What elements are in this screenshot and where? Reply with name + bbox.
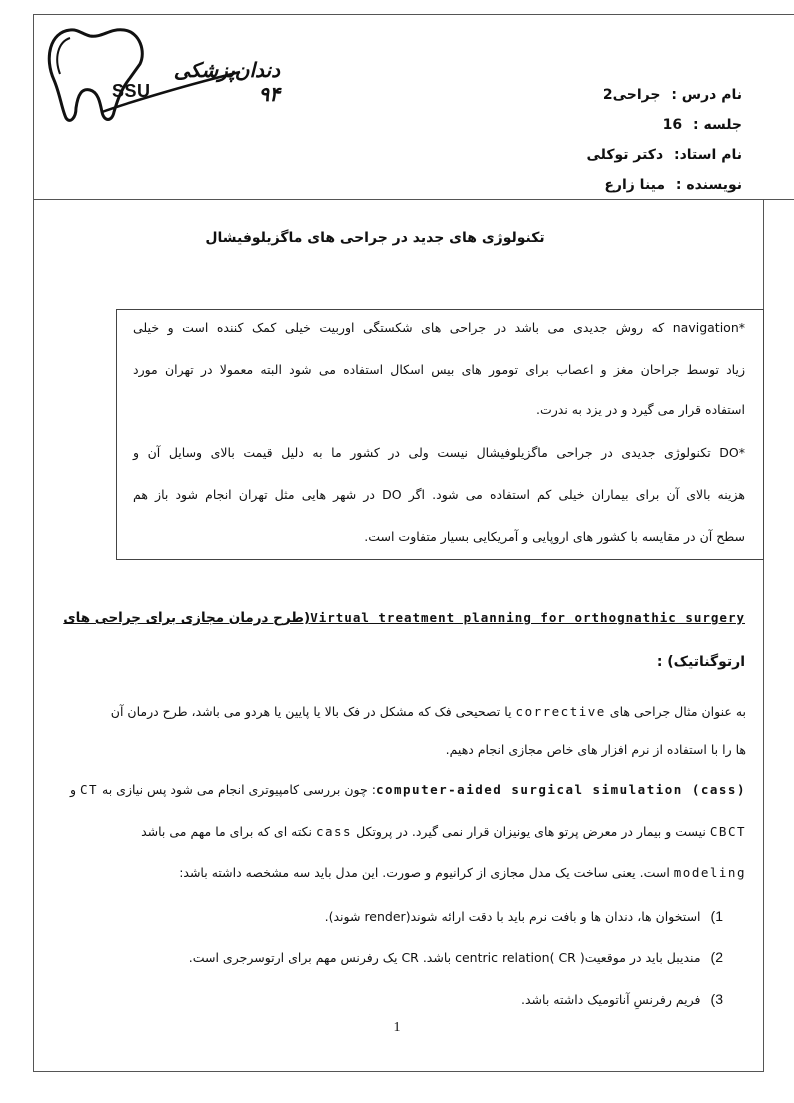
box-line: سطح آن در مقایسه با کشور های اروپایی و آمریکایی بسیار متفاوت است. — [364, 529, 745, 544]
term-corrective: corrective — [515, 704, 606, 719]
body-line-5 — [46, 862, 746, 884]
logo-title: دندان‌پزشکی ۹۴ — [173, 58, 280, 106]
page-frame-bottom — [33, 1071, 763, 1072]
term-modeling: modeling — [673, 865, 746, 880]
list-text: استخوان ها، دندان ها و بافت نرم باید با دقت ارائه شوند(render شوند). — [324, 909, 701, 924]
logo — [40, 18, 280, 128]
body-text: یا تصحیحی فک که مشکل در فک بالا یا پایین یا هردو می باشد، طرح درمان آن — [110, 704, 512, 719]
list-text: فریم رفرنسِ آناتومیک داشته باشد. — [521, 992, 701, 1007]
term-cbct: CBCT — [709, 824, 746, 839]
teacher-row — [442, 140, 742, 170]
body-line-1 — [46, 701, 746, 723]
author-row — [442, 170, 742, 200]
section-heading-continued: ارتوگناتیک) : — [656, 654, 745, 670]
box-line: استفاده قرار می گیرد و در یزد به ندرت. — [535, 402, 745, 417]
term-cass: computer-aided surgical simulation (cass) — [375, 782, 746, 797]
body-text: : چون بررسی کامپیوتری انجام می شود پس نیازی به — [102, 782, 376, 797]
author-value: مینا زارع — [604, 177, 666, 193]
section-heading-fa: (طرح درمان مجازی برای جراحی های — [63, 610, 311, 626]
teacher-label: نام استاد: — [674, 147, 742, 163]
list-item — [325, 905, 723, 927]
body-line-2: ها را با استفاده از نرم افزار های خاص مجازی انجام دهیم. — [445, 742, 746, 757]
session-label: جلسه : — [692, 117, 742, 133]
list-number: 3) — [710, 991, 723, 1007]
body-text: است. یعنی ساخت یک مدل مجازی از کرانیوم و صورت. این مدل باید سه مشخصه داشته باشد: — [179, 865, 670, 880]
list-number: 1) — [710, 908, 723, 924]
term-cass-short: cass — [315, 824, 353, 839]
body-text: به عنوان مثال جراحی های — [609, 704, 746, 719]
section-heading-latin: Virtual treatment planning for orthognathic surgery — [310, 610, 745, 625]
list-item — [521, 988, 723, 1010]
highlight-box — [116, 309, 764, 560]
session-row — [442, 110, 742, 140]
body-text: نیست و بیمار در معرض پرتو های یونیزان قرار نمی گیرد. در پروتکل — [356, 824, 706, 839]
course-value: جراحی2 — [602, 87, 661, 103]
session-value: 16 — [662, 117, 683, 133]
page-frame-left — [33, 14, 34, 1072]
body-line-4 — [46, 821, 746, 843]
term-ct: CT — [79, 782, 99, 797]
list-number: 2) — [710, 949, 723, 965]
course-row — [442, 80, 742, 110]
body-text: نکته ای که برای ما مهم می باشد — [141, 824, 312, 839]
body-line-3 — [46, 779, 746, 801]
list-text: مندیبل باید در موقعیت( CR )centric relation باشد. CR یک رفرنس مهم برای ارتوسرجری است. — [188, 950, 701, 965]
section-heading — [63, 610, 745, 626]
body-text: و — [69, 782, 76, 797]
document-title: تکنولوژی های جدید در جراحی های ماگزیلوفیشال — [205, 230, 545, 246]
box-line: *DO تکنولوژی جدیدی در جراحی ماگزیلوفیشال نیست ولی در کشور ما به دلیل قیمت بالای وسایل آن و — [133, 445, 745, 460]
teacher-value: دکتر توکلی — [586, 147, 664, 163]
logo-abbr: SSU — [112, 81, 151, 101]
list-item — [189, 946, 723, 968]
box-line: *navigation که روش جدیدی می باشد در جراحی های شکستگی اوربیت خیلی کمک کننده است و خیلی — [133, 320, 745, 335]
course-meta — [442, 80, 742, 200]
box-line: زیاد توسط جراحان مغز و اعصاب برای تومور های بیس اسکال استفاده می شود البته معمولا در تهران مورد — [133, 362, 745, 377]
box-line: هزینه بالای آن برای بیماران خیلی کم استفاده می شود. اگر DO در شهر هایی مثل تهران انجام شود باز هم — [133, 487, 745, 502]
course-label: نام درس : — [671, 87, 742, 103]
author-label: نویسنده : — [675, 177, 742, 193]
page-number: 1 — [393, 1020, 401, 1035]
page-frame-top — [33, 14, 794, 15]
